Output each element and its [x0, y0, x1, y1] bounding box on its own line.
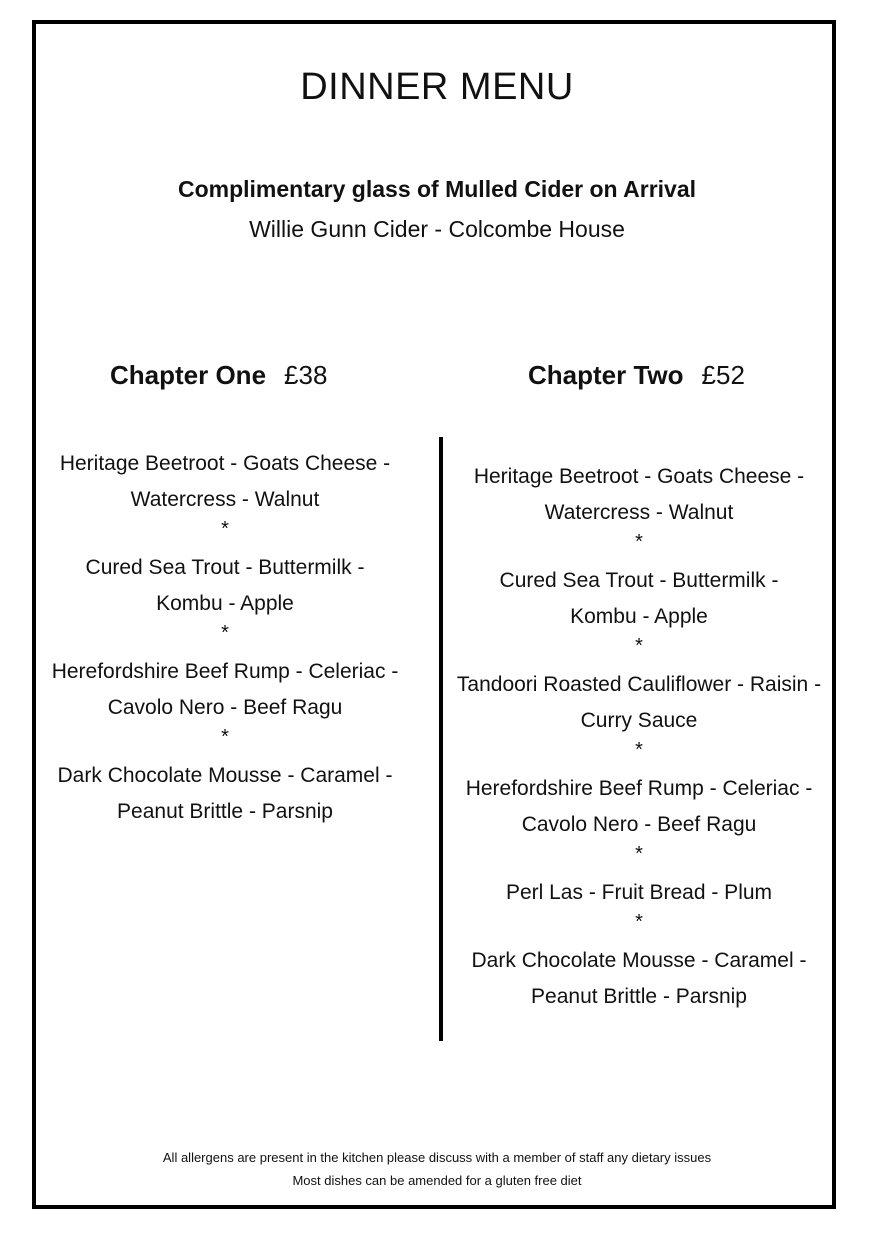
chapter-two-courses [446, 459, 832, 1015]
course-item [446, 459, 832, 531]
course-line: Dark Chocolate Mousse - Caramel - [471, 949, 807, 972]
course-line: Cured Sea Trout - Buttermilk - [85, 556, 365, 579]
course-line: Herefordshire Beef Rump - Celeriac - [465, 777, 813, 800]
chapter-one-heading [110, 360, 327, 391]
course-separator: * [635, 739, 643, 761]
course-separator: * [635, 843, 643, 865]
course-item [446, 667, 832, 739]
course-separator: * [221, 622, 229, 644]
chapter-two-heading [528, 360, 745, 391]
course-line: Perl Las - Fruit Bread - Plum [505, 881, 773, 904]
course-line: Heritage Beetroot - Goats Cheese - [473, 465, 805, 488]
arrival-headline: Complimentary glass of Mulled Cider on Arrival [177, 176, 697, 202]
course-line: Watercress - Walnut [130, 488, 320, 511]
course-line: Watercress - Walnut [544, 501, 734, 524]
course-line: Curry Sauce [580, 709, 698, 732]
course-line: Kombu - Apple [156, 592, 294, 615]
course-item [36, 550, 414, 622]
arrival-subline: Willie Gunn Cider - Colcombe House [249, 216, 625, 242]
course-line: Cavolo Nero - Beef Ragu [107, 696, 343, 719]
chapter-one-courses [36, 446, 414, 830]
course-line: Peanut Brittle - Parsnip [117, 800, 333, 823]
course-item [36, 758, 414, 830]
chapter-one-name: Chapter One [110, 360, 267, 390]
course-line: Tandoori Roasted Cauliflower - Raisin - [456, 673, 822, 696]
course-line: Peanut Brittle - Parsnip [531, 985, 747, 1008]
course-line: Cavolo Nero - Beef Ragu [521, 813, 757, 836]
gluten-free-notice: Most dishes can be amended for a gluten free diet [292, 1173, 582, 1188]
course-line: Kombu - Apple [570, 605, 708, 628]
chapter-one-price: £38 [284, 360, 328, 390]
menu-title: DINNER MENU [300, 66, 574, 108]
allergen-notice: All allergens are present in the kitchen please discuss with a member of staff any dietary issues [162, 1150, 712, 1165]
course-item [36, 654, 414, 726]
course-line: Herefordshire Beef Rump - Celeriac - [51, 660, 399, 683]
course-line: Heritage Beetroot - Goats Cheese - [59, 452, 391, 475]
course-item [446, 563, 832, 635]
course-separator: * [635, 911, 643, 933]
course-item [446, 771, 832, 843]
course-item [36, 446, 414, 518]
chapter-two-name: Chapter Two [528, 360, 684, 390]
course-line: Dark Chocolate Mousse - Caramel - [57, 764, 393, 787]
course-item [446, 875, 832, 911]
course-separator: * [635, 635, 643, 657]
course-separator: * [635, 531, 643, 553]
course-item [446, 943, 832, 1015]
course-line: Cured Sea Trout - Buttermilk - [499, 569, 779, 592]
column-divider [439, 437, 443, 1041]
chapter-two-price: £52 [701, 360, 745, 390]
course-separator: * [221, 726, 229, 748]
course-separator: * [221, 518, 229, 540]
